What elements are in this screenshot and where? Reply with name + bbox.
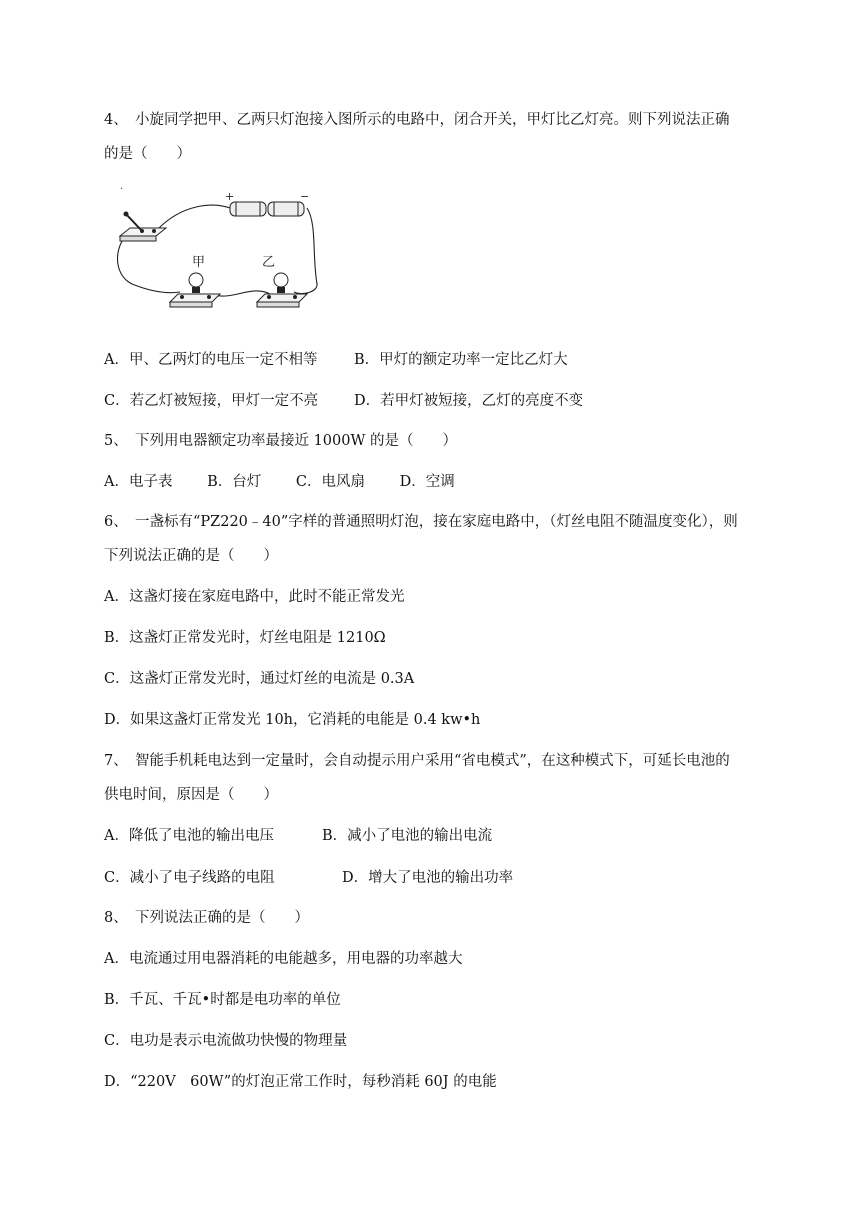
lamp-b-label: 乙 <box>262 254 276 269</box>
figure-dot: · <box>120 184 124 195</box>
q6-option-b[interactable]: B．这盏灯正常发光时，灯丝电阻是 1210Ω <box>104 630 386 646</box>
q5-option-c[interactable]: C．电风扇 <box>295 474 365 490</box>
q6-option-c[interactable]: C．这盏灯正常发光时，通过灯丝的电流是 0.3A <box>104 671 415 687</box>
q4-option-c[interactable]: C．若乙灯被短接，甲灯一定不亮 <box>104 393 319 409</box>
knife-switch <box>120 212 166 242</box>
q7-option-c[interactable]: C．减小了电子线路的电阻 <box>104 870 275 886</box>
q7-stem-line2: 供电时间，原因是（ ） <box>104 787 278 803</box>
wire-battery-lamp-b <box>294 208 317 294</box>
q4-stem-line1: 4、 小旋同学把甲、乙两只灯泡接入图所示的电路中，闭合开关，甲灯比乙灯亮。则下列说法正确 <box>104 112 730 128</box>
q6-stem-line1: 6、 一盏标有“PZ220﹣40”字样的普通照明灯泡，接在家庭电路中，（灯丝电阻不随温度变化），则 <box>104 514 738 530</box>
q5-stem: 5、 下列用电器额定功率最接近 1000W 的是（ ） <box>104 433 457 449</box>
q8-option-b[interactable]: B．千瓦、千瓦•时都是电功率的单位 <box>104 992 341 1008</box>
q6-stem-line2: 下列说法正确的是（ ） <box>104 548 278 564</box>
q8-option-a[interactable]: A．电流通过用电器消耗的电能越多，用电器的功率越大 <box>104 951 463 967</box>
q8-stem: 8、 下列说法正确的是（ ） <box>104 910 309 926</box>
q7-option-d[interactable]: D．增大了电池的输出功率 <box>342 870 514 886</box>
q7-option-b[interactable]: B．减小了电池的输出电流 <box>322 828 493 844</box>
wire-switch-battery <box>157 205 230 230</box>
q5-options <box>104 472 485 492</box>
circuit-diagram <box>112 184 322 319</box>
plus-sign: + <box>225 190 235 203</box>
lamp-b-icon <box>257 273 307 307</box>
q5-option-a[interactable]: A．电子表 <box>104 474 173 490</box>
q4-stem-line2: 的是（ ） <box>104 146 191 162</box>
lamp-a-icon <box>170 273 220 307</box>
q4-option-b[interactable]: B．甲灯的额定功率一定比乙灯大 <box>354 352 568 368</box>
minus-sign: − <box>300 190 310 203</box>
battery-pack <box>230 202 304 216</box>
q7-option-a[interactable]: A．降低了电池的输出电压 <box>104 828 274 844</box>
q8-option-d[interactable]: D．“220V 60W”的灯泡正常工作时，每秒消耗 60J 的电能 <box>104 1074 497 1090</box>
lamp-a-label: 甲 <box>192 254 206 269</box>
q8-option-c[interactable]: C．电功是表示电流做功快慢的物理量 <box>104 1033 348 1049</box>
q5-option-b[interactable]: B．台灯 <box>207 474 262 490</box>
q4-option-a[interactable]: A．甲、乙两灯的电压一定不相等 <box>104 352 318 368</box>
q6-option-d[interactable]: D．如果这盏灯正常发光 10h，它消耗的电能是 0.4 kw•h <box>104 712 481 728</box>
q7-stem-line1: 7、 智能手机耗电达到一定量时，会自动提示用户采用“省电模式”，在这种模式下，可延长电池的 <box>104 753 730 769</box>
q4-option-d[interactable]: D．若甲灯被短接，乙灯的亮度不变 <box>354 393 584 409</box>
q6-option-a[interactable]: A．这盏灯接在家庭电路中，此时不能正常发光 <box>104 589 405 605</box>
q5-option-d[interactable]: D．空调 <box>399 474 455 490</box>
